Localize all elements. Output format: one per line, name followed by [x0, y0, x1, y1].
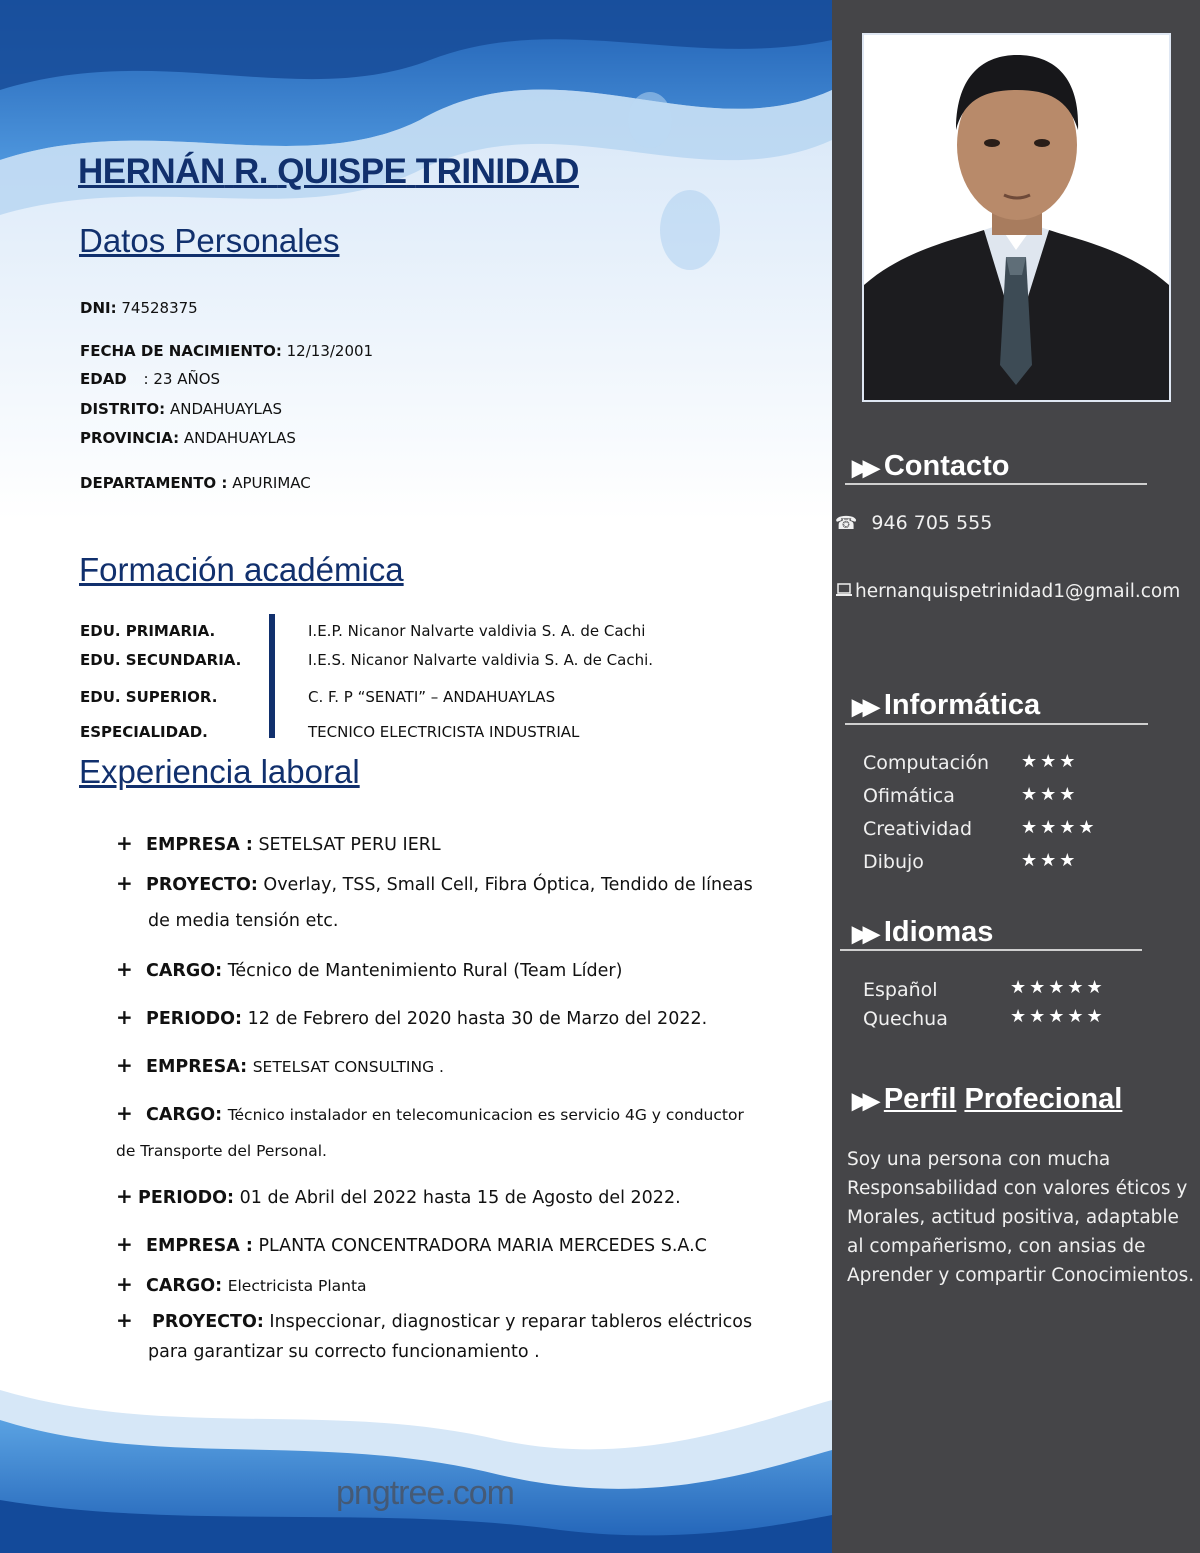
exp-label: EMPRESA: [146, 1057, 248, 1077]
exp-label: CARGO: [146, 1276, 223, 1296]
language-name: Quechua [863, 1008, 948, 1030]
provincia-value: ANDAHUAYLAS [183, 429, 296, 447]
email-address[interactable]: hernanquispetrinidad1@gmail.com [855, 581, 1181, 602]
fecha-label: FECHA DE NACIMIENTO: [80, 342, 282, 360]
edu-label-primaria: EDU. PRIMARIA. [80, 622, 216, 640]
distrito-value: ANDAHUAYLAS [169, 400, 282, 418]
departamento-value: APURIMAC [232, 474, 311, 492]
divider [845, 723, 1148, 725]
exp-value: Inspeccionar, diagnosticar y reparar tableros eléctricos [269, 1312, 753, 1332]
edu-label-superior: EDU. SUPERIOR. [80, 688, 218, 706]
section-title-contacto [852, 450, 1010, 483]
exp-value: Técnico instalador en telecomunicacion es servicio 4G y conductor [227, 1106, 744, 1124]
skill-name: Dibujo [863, 851, 924, 873]
exp-value-cont: para garantizar su correcto funcionamiento . [148, 1342, 540, 1362]
departamento-label: DEPARTAMENTO : [80, 474, 228, 492]
fecha-value: 12/13/2001 [286, 342, 374, 360]
exp-value: Overlay, TSS, Small Cell, Fibra Óptica, Tendido de líneas [263, 875, 753, 895]
double-arrow-icon: ▶▶ [852, 694, 874, 719]
exp-value-cont: de media tensión etc. [148, 911, 339, 931]
section-title-formacion: Formación académica [79, 551, 404, 588]
departamento-line [80, 474, 311, 492]
skill-rating-stars: ★★★ [1021, 784, 1079, 805]
exp-item-2 [116, 865, 816, 939]
contacto-title: Contacto [883, 450, 1010, 482]
exp-item-7 [116, 1178, 816, 1216]
skill-rating-stars: ★★★★ [1021, 817, 1098, 838]
exp-label: CARGO: [146, 961, 223, 981]
laptop-icon [835, 582, 853, 603]
provincia-label: PROVINCIA: [80, 429, 180, 447]
exp-item-4 [116, 999, 816, 1037]
exp-value: SETELSAT PERU IERL [258, 835, 441, 855]
language-name: Español [863, 979, 938, 1001]
exp-label: CARGO: [146, 1105, 223, 1125]
edu-value-secundaria: I.E.S. Nicanor Nalvarte valdivia S. A. de Cachi. [308, 651, 654, 669]
perfil-title-1: Perfil [883, 1083, 957, 1115]
distrito-line [80, 400, 282, 418]
distrito-label: DISTRITO: [80, 400, 166, 418]
dni-label: DNI: [80, 299, 117, 317]
bullet-plus-icon: + [116, 1184, 133, 1208]
exp-value: Técnico de Mantenimiento Rural (Team Líder) [227, 961, 623, 981]
exp-value: SETELSAT CONSULTING . [252, 1058, 444, 1076]
exp-value: PLANTA CONCENTRADORA MARIA MERCEDES S.A.C [258, 1236, 707, 1256]
bullet-plus-icon: + [116, 1053, 133, 1077]
divider [840, 949, 1142, 951]
section-title-datos-personales: Datos Personales [79, 222, 340, 259]
exp-value-cont: de Transporte del Personal. [116, 1142, 327, 1160]
section-title-experiencia: Experiencia laboral [79, 753, 360, 790]
skill-name: Creatividad [863, 818, 973, 840]
profile-photo [862, 33, 1171, 402]
skill-name: Ofimática [863, 785, 955, 807]
section-title-informatica [852, 689, 1040, 722]
edad-line [80, 370, 220, 388]
edu-label-secundaria: EDU. SECUNDARIA. [80, 651, 242, 669]
bullet-plus-icon: + [116, 871, 133, 895]
exp-item-1 [116, 825, 816, 863]
avatar [864, 35, 1169, 400]
bullet-plus-icon: + [116, 1232, 133, 1256]
idiomas-title: Idiomas [883, 916, 994, 948]
skill-rating-stars: ★★★ [1021, 850, 1079, 871]
provincia-line [80, 429, 296, 447]
divider [845, 483, 1147, 485]
exp-label: PERIODO: [146, 1009, 243, 1029]
exp-label: EMPRESA : [146, 1236, 253, 1256]
email-line[interactable] [835, 581, 1180, 603]
section-title-perfil [852, 1083, 1122, 1116]
exp-item-10 [116, 1305, 816, 1367]
dni-line [80, 299, 198, 317]
exp-item-9 [116, 1266, 816, 1304]
dni-value: 74528375 [121, 299, 198, 317]
edu-value-especialidad: TECNICO ELECTRICISTA INDUSTRIAL [308, 723, 580, 741]
edu-label-especialidad: ESPECIALIDAD. [80, 723, 208, 741]
name-part-2: R. [233, 152, 268, 191]
skill-name: Computación [863, 752, 989, 774]
perfil-title-2: Profecional [964, 1083, 1123, 1115]
candidate-name [78, 152, 579, 192]
exp-item-3 [116, 951, 816, 989]
exp-item-6 [116, 1095, 826, 1169]
exp-label: PERIODO: [138, 1188, 235, 1208]
fecha-line [80, 342, 373, 360]
exp-value: 12 de Febrero del 2020 hasta 30 de Marzo del 2022. [247, 1009, 708, 1029]
phone-icon: ☎ [835, 513, 858, 534]
edu-value-primaria: I.E.P. Nicanor Nalvarte valdivia S. A. de Cachi [308, 622, 646, 640]
language-rating-stars: ★★★★★ [1010, 977, 1106, 998]
bullet-plus-icon: + [116, 1101, 133, 1125]
exp-label: EMPRESA : [146, 835, 253, 855]
section-title-idiomas [852, 916, 993, 949]
bullet-plus-icon: + [116, 1272, 133, 1296]
watermark: pngtree.com [336, 1474, 514, 1512]
exp-label: PROYECTO: [146, 875, 258, 895]
perfil-text: Soy una persona con mucha Responsabilidad con valores éticos y Morales, actitud positiva, adaptable al compañerismo, con ansias de Aprender y compartir Conocimientos. [847, 1149, 1195, 1286]
edad-label: EDAD [80, 370, 127, 388]
exp-value: Electricista Planta [227, 1277, 367, 1295]
name-part-1: HERNÁN [78, 152, 225, 191]
double-arrow-icon: ▶▶ [852, 1088, 874, 1113]
exp-item-5 [116, 1047, 816, 1085]
education-divider [269, 614, 275, 738]
exp-label: PROYECTO: [152, 1312, 264, 1332]
bullet-plus-icon: + [116, 831, 133, 855]
bullet-plus-icon: + [116, 1308, 133, 1332]
exp-item-8 [116, 1226, 816, 1264]
double-arrow-icon: ▶▶ [852, 921, 874, 946]
name-part-3: QUISPE [277, 152, 407, 191]
phone-number: 946 705 555 [871, 512, 993, 534]
double-arrow-icon: ▶▶ [852, 455, 874, 480]
skill-rating-stars: ★★★ [1021, 751, 1079, 772]
edu-value-superior: C. F. P “SENATI” – ANDAHUAYLAS [308, 688, 556, 706]
phone-line [835, 512, 992, 534]
edad-value: : 23 AÑOS [143, 370, 221, 388]
exp-value: 01 de Abril del 2022 hasta 15 de Agosto del 2022. [239, 1188, 681, 1208]
bullet-plus-icon: + [116, 957, 133, 981]
informatica-title: Informática [883, 689, 1041, 721]
name-part-4: TRINIDAD [415, 152, 579, 191]
bullet-plus-icon: + [116, 1005, 133, 1029]
language-rating-stars: ★★★★★ [1010, 1006, 1106, 1027]
